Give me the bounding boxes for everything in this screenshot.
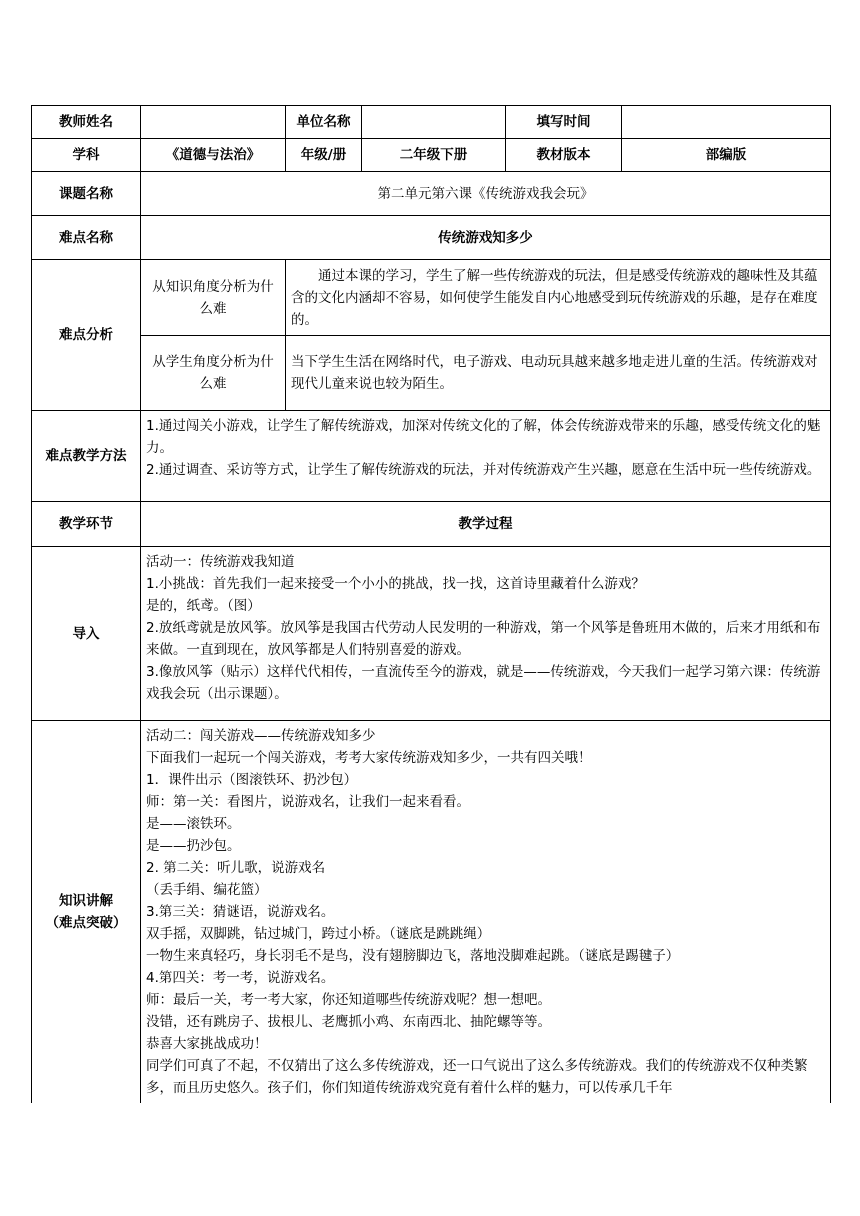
intro-line: 3.像放风筝（贴示）这样代代相传，一直流传至今的游戏，就是——传统游戏，今天我们一起学习第六课：传统游戏我会玩（出示课题）。 <box>146 664 821 702</box>
lesson-title-row <box>32 172 831 216</box>
method-content <box>141 411 831 502</box>
method-item: 2.通过调查、采访等方式，让学生了解传统游戏的玩法，并对传统游戏产生兴趣，愿意在生活中玩一些传统游戏。 <box>146 462 821 478</box>
grade-value: 二年级下册 <box>362 139 506 172</box>
analysis-student-paragraph: 当下学生生活在网络时代，电子游戏、电动玩具越来越多地走进儿童的生活。传统游戏对现代儿童来说也较为陌生。 <box>291 354 818 392</box>
lesson-title-label: 课题名称 <box>32 172 141 216</box>
knowledge-label <box>32 721 141 1104</box>
subject-label: 学科 <box>32 139 141 172</box>
analysis-label: 难点分析 <box>32 260 141 411</box>
analysis-knowledge-text <box>286 260 831 336</box>
knowledge-row <box>32 721 831 1104</box>
knowledge-line: 双手摇，双脚跳，钻过城门，跨过小桥。（谜底是跳跳绳） <box>146 926 491 942</box>
intro-line: 活动一：传统游戏我知道 <box>146 554 295 570</box>
knowledge-line: 下面我们一起玩一个闯关游戏，考考大家传统游戏知多少，一共有四关哦！ <box>146 750 592 766</box>
analysis-knowledge-paragraph: 通过本课的学习，学生了解一些传统游戏的玩法，但是感受传统游戏的趣味性及其蕴含的文化内涵却不容易，如何使学生能发自内心地感受到玩传统游戏的乐趣，是存在难度的。 <box>291 267 818 328</box>
subject-value: 《道德与法治》 <box>141 139 286 172</box>
analysis-knowledge-row <box>32 260 831 336</box>
knowledge-line: 是——滚铁环。 <box>146 816 241 832</box>
date-label: 填写时间 <box>506 106 622 139</box>
unit-label: 单位名称 <box>286 106 362 139</box>
header-row-2 <box>32 139 831 172</box>
date-value <box>622 106 831 139</box>
knowledge-line: 没错，还有跳房子、拔根儿、老鹰抓小鸡、东南西北、抽陀螺等等。 <box>146 1014 551 1030</box>
intro-label: 导入 <box>32 547 141 721</box>
analysis-student-row <box>32 336 831 411</box>
intro-row <box>32 547 831 721</box>
difficulty-row <box>32 216 831 260</box>
knowledge-line: 是——扔沙包。 <box>146 838 241 854</box>
lesson-title-value: 第二单元第六课《传统游戏我会玩》 <box>141 172 831 216</box>
knowledge-line: 4.第四关：考一考，说游戏名。 <box>146 970 335 986</box>
analysis-knowledge-label: 从知识角度分析为什么难 <box>141 260 286 336</box>
knowledge-line: 师：最后一关，考一考大家，你还知道哪些传统游戏呢？想一想吧。 <box>146 992 551 1008</box>
teacher-name-value <box>141 106 286 139</box>
knowledge-label-line2: （难点突破） <box>45 915 127 931</box>
method-label: 难点教学方法 <box>32 411 141 502</box>
knowledge-line: 2. 第二关：听儿歌，说游戏名 <box>146 860 326 876</box>
method-item: 1.通过闯关小游戏，让学生了解传统游戏，加深对传统文化的了解，体会传统游戏带来的乐趣，感受传统文化的魅力。 <box>146 418 821 456</box>
edition-label: 教材版本 <box>506 139 622 172</box>
header-row-1 <box>32 106 831 139</box>
difficulty-value: 传统游戏知多少 <box>141 216 831 260</box>
method-row <box>32 411 831 502</box>
knowledge-content <box>141 721 831 1104</box>
process-header: 教学过程 <box>141 502 831 547</box>
analysis-student-label: 从学生角度分析为什么难 <box>141 336 286 411</box>
knowledge-line: 3.第三关：猜谜语，说游戏名。 <box>146 904 335 920</box>
step-header: 教学环节 <box>32 502 141 547</box>
knowledge-line: 师：第一关：看图片，说游戏名，让我们一起来看看。 <box>146 794 470 810</box>
lesson-plan-table <box>31 105 831 1103</box>
teacher-name-label: 教师姓名 <box>32 106 141 139</box>
knowledge-line: 一物生来真轻巧，身长羽毛不是鸟，没有翅膀脚边飞，落地没脚难起跳。（谜底是踢毽子） <box>146 948 680 964</box>
intro-content <box>141 547 831 721</box>
knowledge-label-line1: 知识讲解 <box>59 893 113 909</box>
knowledge-line: 恭喜大家挑战成功！ <box>146 1036 268 1052</box>
unit-value <box>362 106 506 139</box>
intro-line: 是的，纸鸢。（图） <box>146 598 261 614</box>
difficulty-label: 难点名称 <box>32 216 141 260</box>
process-header-row <box>32 502 831 547</box>
intro-line: 1.小挑战：首先我们一起来接受一个小小的挑战，找一找，这首诗里藏着什么游戏？ <box>146 576 645 592</box>
knowledge-line: 1．课件出示（图滚铁环、扔沙包） <box>146 772 358 788</box>
lesson-plan-document <box>31 105 830 1103</box>
knowledge-line: 活动二：闯关游戏——传统游戏知多少 <box>146 728 376 744</box>
edition-value: 部编版 <box>622 139 831 172</box>
knowledge-line: 同学们可真了不起，不仅猜出了这么多传统游戏，还一口气说出了这么多传统游戏。我们的传统游戏不仅种类繁多，而且历史悠久。孩子们，你们知道传统游戏究竟有着什么样的魅力，可以传承几千年 <box>146 1058 808 1096</box>
analysis-student-text <box>286 336 831 411</box>
grade-label: 年级/册 <box>286 139 362 172</box>
intro-line: 2.放纸鸢就是放风筝。放风筝是我国古代劳动人民发明的一种游戏，第一个风筝是鲁班用木做的，后来才用纸和布来做。一直到现在，放风筝都是人们特别喜爱的游戏。 <box>146 620 821 658</box>
knowledge-line: （丢手绢、编花篮） <box>146 882 268 898</box>
